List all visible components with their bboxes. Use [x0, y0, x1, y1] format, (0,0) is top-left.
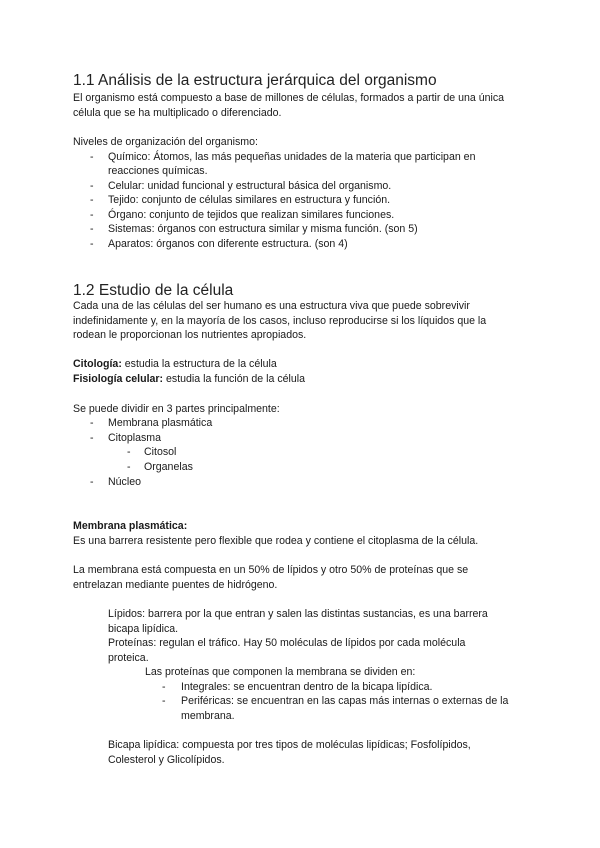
proteinas-division: Las proteínas que componen la membrana se dividen en: [145, 666, 416, 678]
cell-para-line-3: rodean le proporcionan los nutrientes apropiados. [73, 329, 307, 341]
bullet-dash: - [90, 223, 94, 235]
bullet-dash: - [90, 238, 94, 250]
section-2-heading: 1.2 Estudio de la célula [73, 282, 234, 299]
citologia-text: estudia la estructura de la célula [121, 358, 277, 370]
level-sistemas: Sistemas: órganos con estructura similar y misma función. (son 5) [108, 223, 418, 235]
intro-line-1: El organismo está compuesto a base de millones de células, formados a partir de una única [73, 92, 505, 104]
bullet-dash: - [162, 681, 166, 693]
bullet-dash: - [90, 194, 94, 206]
proteinas-line-2: proteica. [108, 652, 149, 664]
fisiologia-text: estudia la función de la célula [163, 373, 306, 385]
section-1-heading: 1.1 Análisis de la estructura jerárquica del organismo [73, 72, 437, 89]
citologia-line [73, 357, 529, 372]
bullet-dash: - [90, 151, 94, 163]
bullet-dash: - [90, 417, 94, 429]
lipidos-line-1: Lípidos: barrera por la que entran y salen las distintas sustancias, es una barrera [108, 608, 488, 620]
bullet-dash: - [127, 446, 131, 458]
membrana-title: Membrana plasmática: [73, 520, 188, 532]
part-organelas: Organelas [144, 461, 193, 473]
cell-para-line-1: Cada una de las células del ser humano es una estructura viva que puede sobrevivir [73, 300, 470, 312]
bullet-dash: - [127, 461, 131, 473]
bicapa-line-1: Bicapa lipídica: compuesta por tres tipos de moléculas lipídicas; Fosfolípidos, [108, 739, 471, 751]
proteinas-line-1: Proteínas: regulan el tráfico. Hay 50 moléculas de lípidos por cada molécula [108, 637, 466, 649]
cell-para-line-2: indefinidamente y, en la mayoría de los casos, incluso reproducirse si los líquidos que la [73, 315, 487, 327]
membrana-desc: Es una barrera resistente pero flexible que rodea y contiene el citoplasma de la célula. [73, 535, 479, 547]
bullet-dash: - [90, 476, 94, 488]
fisiologia-label: Fisiología celular: [73, 373, 164, 385]
level-quimico: Químico: Átomos, las más pequeñas unidades de la materia que participan en [108, 151, 476, 163]
level-quimico-cont: reacciones químicas. [108, 165, 208, 177]
part-citoplasma: Citoplasma [108, 432, 161, 444]
part-citosol: Citosol [144, 446, 177, 458]
level-tejido: Tejido: conjunto de células similares en estructura y función. [108, 194, 391, 206]
levels-title: Niveles de organización del organismo: [73, 136, 258, 148]
part-membrana: Membrana plasmática [108, 417, 213, 429]
bullet-dash: - [90, 432, 94, 444]
proteinas-perifericas-line-1: Periféricas: se encuentran en las capas más internas o externas de la [181, 695, 509, 707]
level-organo: Órgano: conjunto de tejidos que realizan similares funciones. [108, 209, 395, 221]
part-nucleo: Núcleo [108, 476, 141, 488]
membrana-comp-line-1: La membrana está compuesta en un 50% de lípidos y otro 50% de proteínas que se [73, 564, 469, 576]
level-aparatos: Aparatos: órganos con diferente estructura. (son 4) [108, 238, 348, 250]
bullet-dash: - [90, 180, 94, 192]
bicapa-line-2: Colesterol y Glicolípidos. [108, 754, 225, 766]
proteinas-integrales: Integrales: se encuentran dentro de la bicapa lipídica. [181, 681, 433, 693]
fisiologia-line [73, 372, 529, 387]
lipidos-line-2: bicapa lipídica. [108, 623, 179, 635]
bullet-dash: - [90, 209, 94, 221]
proteinas-perifericas-line-2: membrana. [181, 710, 235, 722]
intro-line-2: célula que se ha multiplicado o diferenciado. [73, 107, 282, 119]
citologia-label: Citología: [73, 358, 122, 370]
parts-title: Se puede dividir en 3 partes principalmente: [73, 403, 280, 415]
bullet-dash: - [162, 695, 166, 707]
level-celular: Celular: unidad funcional y estructural básica del organismo. [108, 180, 392, 192]
membrana-comp-line-2: entrelazan mediante puentes de hidrógeno. [73, 579, 278, 591]
